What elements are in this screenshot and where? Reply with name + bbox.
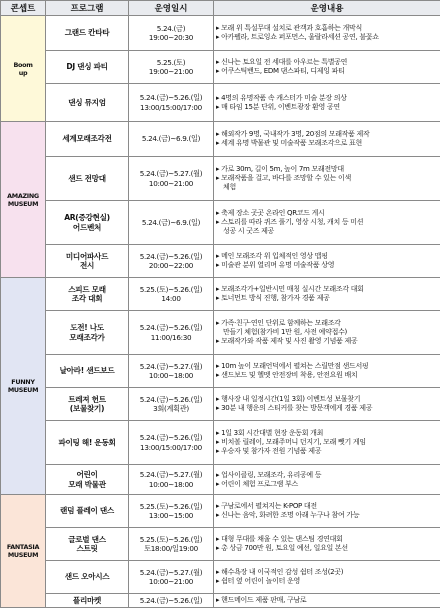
concept-cell xyxy=(1,278,46,495)
program-name-cell xyxy=(46,465,129,495)
schedule-text: 5.24.(금) xyxy=(129,24,213,33)
content-text: 핸드메이드 제품 판매, 구남로 xyxy=(221,596,306,604)
schedule-text: 10:00~21:00 xyxy=(129,577,213,586)
content-cell xyxy=(214,421,440,465)
content-text: 우승자 및 참가자 전원 기념품 제공 xyxy=(221,447,321,455)
schedule-text: 11:00/16:30 xyxy=(129,333,213,342)
program-name: (보물찾기) xyxy=(47,404,127,413)
content-cell xyxy=(214,495,440,528)
program-name-cell xyxy=(46,16,129,51)
schedule-cell xyxy=(129,201,214,245)
schedule-text: 19:00~21:00 xyxy=(129,67,213,76)
schedule-cell xyxy=(129,51,214,84)
bullet-icon: ▸ xyxy=(216,174,221,182)
bullet-icon: ▸ xyxy=(216,103,221,111)
bullet-icon: ▸ xyxy=(216,511,221,519)
content-bullet xyxy=(216,337,438,346)
program-name: 트레져 헌트 xyxy=(47,395,127,404)
concept-cell xyxy=(1,16,46,122)
content-bullet xyxy=(216,511,438,520)
table-header-row xyxy=(1,1,440,16)
header-concept: 콘셉트 xyxy=(1,1,46,16)
content-cell xyxy=(214,311,440,355)
content-text: 샌드보드 및 헬멧 안전장비 착용, 안전요원 배치 xyxy=(221,371,357,379)
table-row xyxy=(1,561,440,594)
content-text: 구남로에서 펼쳐지는 K-POP 대전 xyxy=(221,502,317,510)
content-cell xyxy=(214,528,440,561)
content-bullet xyxy=(216,209,438,218)
program-name: 스트릿 xyxy=(47,544,127,553)
schedule-text: 5.24.(금)~5.26.(일) xyxy=(129,395,213,404)
program-name: 세계모래조각전 xyxy=(47,134,127,143)
schedule-text: 5.24.(금)~5.26.(일) xyxy=(129,596,213,605)
bullet-icon: ▸ xyxy=(216,139,221,147)
content-text: 미술관 분위 열리며 유명 미술작품 상영 xyxy=(221,261,334,269)
content-text: 모래작품을 걸고, 바다를 조망할 수 있는 이색 xyxy=(221,174,351,182)
content-text: 어쿠스틱밴드, EDM 댄스파티, 디제잉 파티 xyxy=(221,67,344,75)
program-name-cell xyxy=(46,355,129,388)
content-bullet xyxy=(216,371,438,380)
content-text: 30분 내 행운의 스티커를 찾는 방문객에게 경품 제공 xyxy=(221,404,372,412)
bullet-icon: ▸ xyxy=(216,429,221,437)
header-content: 운영내용 xyxy=(214,1,440,16)
program-name: 샌드 오아시스 xyxy=(47,572,127,581)
content-text: 가로 30m, 길이 5m, 높이 7m 모래전망대 xyxy=(221,165,344,173)
content-bullet xyxy=(216,544,438,553)
content-bullet xyxy=(216,139,438,148)
concept-label: FANTASIA xyxy=(1,543,45,551)
content-text: 스토리를 따라 퀴즈 풀기, 영상 시청, 캐치 등 미션 xyxy=(221,218,363,226)
content-bullet xyxy=(216,395,438,404)
concept-cell xyxy=(1,495,46,608)
program-name: 샌드 전망대 xyxy=(47,174,127,183)
content-cell xyxy=(214,388,440,421)
content-text: 신나는 토요일 전 세대를 아우르는 특별공연 xyxy=(221,58,347,66)
schedule-text: 20:00~22:00 xyxy=(129,261,213,270)
program-name: 날아라! 샌드보드 xyxy=(47,366,127,375)
schedule-cell xyxy=(129,157,214,201)
content-bullet-continued xyxy=(216,328,438,337)
schedule-cell xyxy=(129,245,214,278)
table-row xyxy=(1,465,440,495)
content-cell xyxy=(214,84,440,122)
program-name: 도전! 나도 xyxy=(47,323,127,332)
table-row xyxy=(1,16,440,51)
schedule-text: 10:00~18:00 xyxy=(129,371,213,380)
content-text: 가족·친구·연인 단위로 함께하는 모래조각 xyxy=(221,319,340,327)
content-bullet xyxy=(216,480,438,489)
content-bullet xyxy=(216,261,438,270)
bullet-icon: ▸ xyxy=(216,480,221,488)
concept-label: FUNNY xyxy=(1,378,45,386)
bullet-icon: ▸ xyxy=(216,294,221,302)
content-cell xyxy=(214,355,440,388)
schedule-cell xyxy=(129,421,214,465)
schedule-text: 5.24.(금)~5.26.(일) xyxy=(129,93,213,102)
content-text: 4명의 유명작품 속 캐스터가 미술 분장 의상 xyxy=(221,94,347,102)
program-name-cell xyxy=(46,122,129,157)
schedule-text: 5.24.(금)~5.27.(월) xyxy=(129,568,213,577)
bullet-icon: ▸ xyxy=(216,337,221,345)
bullet-icon: ▸ xyxy=(216,568,221,576)
schedule-text: 5.24.(금)~5.27.(월) xyxy=(129,470,213,479)
schedule-text: 5.24.(금)~5.26.(일) xyxy=(129,433,213,442)
content-bullet xyxy=(216,174,438,183)
content-bullet xyxy=(216,362,438,371)
schedule-text: 5.24.(금)~5.26.(일) xyxy=(129,323,213,332)
program-name: AR(증강현실) xyxy=(47,213,127,222)
table-row xyxy=(1,157,440,201)
bullet-icon: ▸ xyxy=(216,438,221,446)
content-bullet xyxy=(216,319,438,328)
bullet-icon: ▸ xyxy=(216,535,221,543)
bullet-icon: ▸ xyxy=(216,261,221,269)
content-bullet xyxy=(216,447,438,456)
content-cell xyxy=(214,594,440,608)
program-name: 플리마켓 xyxy=(47,596,127,605)
content-bullet xyxy=(216,404,438,413)
schedule-text: 5.25.(토)~5.26.(일) xyxy=(129,502,213,511)
content-text: 해수욕장 내 이국적인 감성 쉼터 조성(2곳) xyxy=(221,568,343,576)
bullet-icon: ▸ xyxy=(216,544,221,552)
content-text: 성공 시 굿즈 제공 xyxy=(223,227,274,235)
bullet-icon: ▸ xyxy=(216,209,221,217)
program-name-cell xyxy=(46,245,129,278)
bullet-icon: ▸ xyxy=(216,447,221,455)
bullet-icon: ▸ xyxy=(216,218,221,226)
concept-label: MUSEUM xyxy=(1,200,45,208)
content-bullet xyxy=(216,568,438,577)
schedule-text: 10:00~18:00 xyxy=(129,480,213,489)
schedule-text: 5.25.(토)~5.26.(일) xyxy=(129,285,213,294)
program-name: 스피드 모래 xyxy=(47,285,127,294)
content-text: 체험 xyxy=(223,183,236,191)
schedule-cell xyxy=(129,594,214,608)
content-text: 토너먼트 방식 진행, 참가자 경품 제공 xyxy=(221,294,329,302)
program-name-cell xyxy=(46,528,129,561)
table-row xyxy=(1,594,440,608)
schedule-text: 19:00~20:30 xyxy=(129,33,213,42)
program-name: 어린이 xyxy=(47,470,127,479)
content-text: 행사장 내 일정시간(1일 3회) 이벤트성 보물찾기 xyxy=(221,395,360,403)
concept-cell xyxy=(1,122,46,278)
bullet-icon: ▸ xyxy=(216,319,221,327)
content-text: 대형 무대를 채울 수 있는 댄스팀 경연대회 xyxy=(221,535,342,543)
content-bullet xyxy=(216,535,438,544)
program-name-cell xyxy=(46,157,129,201)
program-name-cell xyxy=(46,311,129,355)
schedule-text: 14:00 xyxy=(129,294,213,303)
bullet-icon: ▸ xyxy=(216,165,221,173)
bullet-icon: ▸ xyxy=(216,362,221,370)
bullet-icon: ▸ xyxy=(216,471,221,479)
table-row xyxy=(1,355,440,388)
table-row xyxy=(1,495,440,528)
program-name-cell xyxy=(46,84,129,122)
content-text: 쉼터 옆 어린이 놀이터 운영 xyxy=(221,577,300,585)
schedule-cell xyxy=(129,355,214,388)
table-row xyxy=(1,122,440,157)
content-bullet xyxy=(216,471,438,480)
content-text: 매 타임 15분 단위, 이벤트광장 환영 공연 xyxy=(221,103,340,111)
schedule-cell xyxy=(129,388,214,421)
table-row xyxy=(1,388,440,421)
program-name-cell xyxy=(46,278,129,311)
content-text: 모래작가와 작품 제작 및 사진 촬영 기념품 제공 xyxy=(221,337,357,345)
content-text: 세계 유명 박물관 및 미술작품 모래조각으로 표현 xyxy=(221,139,362,147)
schedule-cell xyxy=(129,561,214,594)
content-cell xyxy=(214,201,440,245)
program-name: 파이팅 해! 운동회 xyxy=(47,438,127,447)
bullet-icon: ▸ xyxy=(216,371,221,379)
program-name-cell xyxy=(46,388,129,421)
content-cell xyxy=(214,561,440,594)
bullet-icon: ▸ xyxy=(216,33,221,41)
schedule-text: 5.24.(금)~6.9.(일) xyxy=(129,218,213,227)
bullet-icon: ▸ xyxy=(216,24,221,32)
content-text: 10m 높이 모래언덕에서 펼쳐는 스릴만점 샌드서핑 xyxy=(221,362,368,370)
content-bullet xyxy=(216,58,438,67)
schedule-cell xyxy=(129,84,214,122)
table-row xyxy=(1,201,440,245)
content-bullet xyxy=(216,429,438,438)
table-row xyxy=(1,311,440,355)
content-text: 메인 모래조각 위 입체적인 영상 맵핑 xyxy=(221,252,328,260)
program-name: 조각 대회 xyxy=(47,294,127,303)
content-text: 어린이 체험 프로그램 부스 xyxy=(221,480,298,488)
content-bullet xyxy=(216,285,438,294)
content-cell xyxy=(214,157,440,201)
content-cell xyxy=(214,16,440,51)
content-text: 비치볼 릴레이, 모래주머니 던지기, 모래 뺏기 게임 xyxy=(221,438,366,446)
content-bullet xyxy=(216,577,438,586)
bullet-icon: ▸ xyxy=(216,502,221,510)
content-bullet xyxy=(216,130,438,139)
content-bullet xyxy=(216,165,438,174)
schedule-text: 13:00/15:00/17:00 xyxy=(129,103,213,112)
table-row xyxy=(1,51,440,84)
content-bullet xyxy=(216,252,438,261)
concept-label: AMAZING xyxy=(1,192,45,200)
schedule-text: 5.25.(토)~5.26.(일) xyxy=(129,535,213,544)
content-bullet xyxy=(216,67,438,76)
content-text: 총 상금 700만 원, 토요일 예선, 일요일 본선 xyxy=(221,544,348,552)
table-row xyxy=(1,245,440,278)
program-name: 전시 xyxy=(47,261,127,270)
content-text: 업사이클링, 모래조각, 유리공예 등 xyxy=(221,471,321,479)
content-cell xyxy=(214,278,440,311)
content-cell xyxy=(214,122,440,157)
content-text: 신나는 음악, 화려한 조명 아래 누구나 참여 가능 xyxy=(221,511,359,519)
bullet-icon: ▸ xyxy=(216,130,221,138)
bullet-icon: ▸ xyxy=(216,58,221,66)
schedule-text: 5.25.(토) xyxy=(129,58,213,67)
schedule-cell xyxy=(129,465,214,495)
bullet-icon: ▸ xyxy=(216,395,221,403)
schedule-text: 13:00~15:00 xyxy=(129,511,213,520)
content-bullet-continued xyxy=(216,183,438,192)
schedule-text: 5.24.(금)~5.27.(월) xyxy=(129,362,213,371)
content-text: 축제 장소 곳곳 온라인 QR코드 게시 xyxy=(221,209,324,217)
content-cell xyxy=(214,51,440,84)
program-name-cell xyxy=(46,51,129,84)
bullet-icon: ▸ xyxy=(216,404,221,412)
program-name: 모래 박물관 xyxy=(47,480,127,489)
schedule-text: 10:00~21:00 xyxy=(129,179,213,188)
bullet-icon: ▸ xyxy=(216,67,221,75)
schedule-cell xyxy=(129,122,214,157)
content-bullet xyxy=(216,33,438,42)
schedule-text: 5.24.(금)~5.27.(월) xyxy=(129,169,213,178)
program-name-cell xyxy=(46,561,129,594)
program-name-cell xyxy=(46,421,129,465)
content-bullet xyxy=(216,294,438,303)
schedule-text: 3회(계획관) xyxy=(129,404,213,413)
table-body xyxy=(1,16,440,608)
schedule-cell xyxy=(129,311,214,355)
content-bullet xyxy=(216,438,438,447)
table-row xyxy=(1,84,440,122)
content-bullet xyxy=(216,596,438,605)
schedule-cell xyxy=(129,16,214,51)
program-name: 랜덤 플레이 댄스 xyxy=(47,506,127,515)
schedule-cell xyxy=(129,278,214,311)
program-name: 미디어파사드 xyxy=(47,252,127,261)
content-bullet-continued xyxy=(216,227,438,236)
bullet-icon: ▸ xyxy=(216,596,221,604)
content-bullet xyxy=(216,103,438,112)
content-cell xyxy=(214,245,440,278)
content-text: 모래조각가+일반시민 매칭 실시간 모래조각 대회 xyxy=(221,285,364,293)
content-text: 모래 위 특설무대 설치로 관객과 호흡하는 개막식 xyxy=(221,24,362,32)
table-row xyxy=(1,278,440,311)
header-program: 프로그램 xyxy=(46,1,129,16)
content-text: 해외작가 9명, 국내작가 3명, 20점의 모래작품 제작 xyxy=(221,130,369,138)
program-name: DJ 댄싱 파티 xyxy=(47,62,127,71)
content-text: 만들기 체험(참가비 1만 원, 사전 예약접수) xyxy=(223,328,347,336)
concept-label: up xyxy=(1,69,45,77)
content-text: 1일 3회 시간대별 현장 운동회 개최 xyxy=(221,429,323,437)
content-bullet xyxy=(216,218,438,227)
content-bullet xyxy=(216,94,438,103)
schedule-text: 토18:00/일19:00 xyxy=(129,544,213,553)
content-text: 아카펠라, 트로잉쇼 퍼포먼스, 울랄라세션 공연, 불꽃쇼 xyxy=(221,33,379,41)
content-cell xyxy=(214,465,440,495)
bullet-icon: ▸ xyxy=(216,285,221,293)
program-name: 그랜드 칸타타 xyxy=(47,28,127,37)
concept-label: MUSEUM xyxy=(1,386,45,394)
table-row xyxy=(1,528,440,561)
schedule-text: 5.24.(금)~6.9.(일) xyxy=(129,134,213,143)
bullet-icon: ▸ xyxy=(216,94,221,102)
concept-label: Boom xyxy=(1,61,45,69)
header-schedule: 운영일시 xyxy=(129,1,214,16)
program-name: 댄싱 뮤지엄 xyxy=(47,98,127,107)
schedule-cell xyxy=(129,528,214,561)
concept-label: MUSEUM xyxy=(1,551,45,559)
schedule-cell xyxy=(129,495,214,528)
bullet-icon: ▸ xyxy=(216,577,221,585)
content-bullet xyxy=(216,24,438,33)
bullet-icon: ▸ xyxy=(216,252,221,260)
schedule-text: 13:00/15:00/17:00 xyxy=(129,443,213,452)
program-name: 모래조각가 xyxy=(47,333,127,342)
schedule-text: 5.24.(금)~5.26.(일) xyxy=(129,252,213,261)
table-row xyxy=(1,421,440,465)
program-name-cell xyxy=(46,201,129,245)
program-name-cell xyxy=(46,594,129,608)
program-name: 글로벌 댄스 xyxy=(47,535,127,544)
program-name-cell xyxy=(46,495,129,528)
content-bullet xyxy=(216,502,438,511)
program-name: 어드벤처 xyxy=(47,223,127,232)
